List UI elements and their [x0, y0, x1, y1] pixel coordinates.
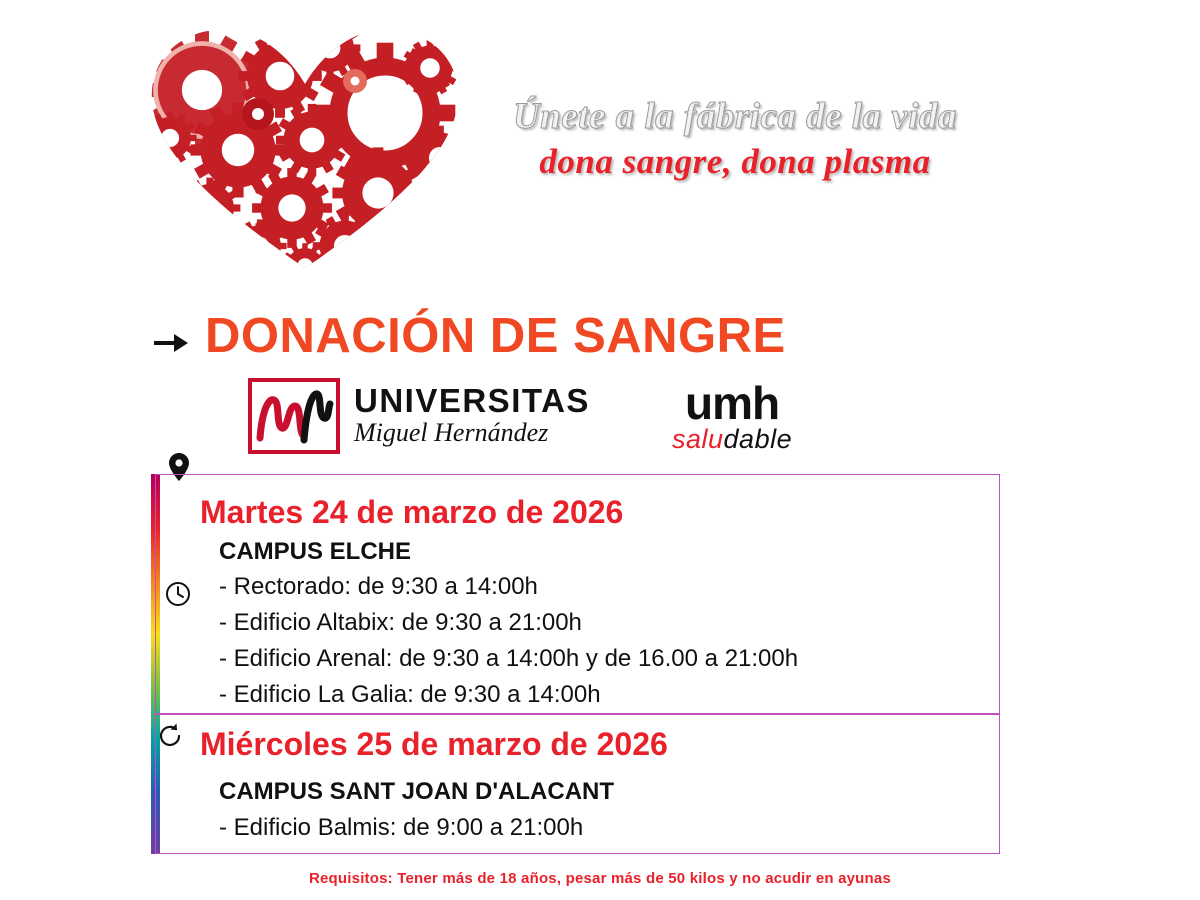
- umh-saludable-logo: [672, 377, 793, 455]
- session-1-entry-1: - Rectorado: de 9:30 a 14:00h: [219, 573, 538, 600]
- session-1-date: Martes 24 de marzo de 2026: [200, 494, 624, 530]
- umh-saludable-word: umh: [685, 377, 780, 429]
- slogan-line-2: dona sangre, dona plasma: [539, 142, 931, 181]
- saludable-part-red: salu: [672, 423, 724, 454]
- heart-gears-icon: [140, 18, 470, 273]
- session-1-entry-2: - Edificio Altabix: de 9:30 a 21:00h: [219, 609, 582, 636]
- slogan-line-1: Únete a la fábrica de la vida: [512, 96, 958, 137]
- umh-logo-line-2: Miguel Hernández: [354, 418, 549, 448]
- saludable-part-black: dable: [723, 423, 793, 454]
- requirements-note: Requisitos: Tener más de 18 años, pesar más de 50 kilos y no acudir en ayunas: [308, 870, 891, 887]
- page-title: DONACIÓN DE SANGRE: [205, 309, 786, 363]
- session-2-entry-1: - Edificio Balmis: de 9:00 a 21:00h: [219, 814, 584, 841]
- session-1-entry-3: - Edificio Arenal: de 9:30 a 14:00h y de 16.00 a 21:00h: [219, 645, 799, 672]
- session-2-date: Miércoles 25 de marzo de 2026: [200, 726, 668, 762]
- umh-logo-line-1: UNIVERSITAS: [354, 381, 590, 419]
- arrow-right-icon: [152, 325, 192, 361]
- session-2-campus: CAMPUS SANT JOAN D'ALACANT: [219, 778, 615, 805]
- umh-logo: [248, 378, 590, 454]
- mh-monogram-icon: [248, 378, 340, 454]
- session-1-entry-4: - Edificio La Galia: de 9:30 a 14:00h: [219, 681, 601, 708]
- umh-saludable-subword: [672, 424, 792, 455]
- session-1-campus: CAMPUS ELCHE: [219, 538, 412, 565]
- slogan: [455, 95, 1015, 182]
